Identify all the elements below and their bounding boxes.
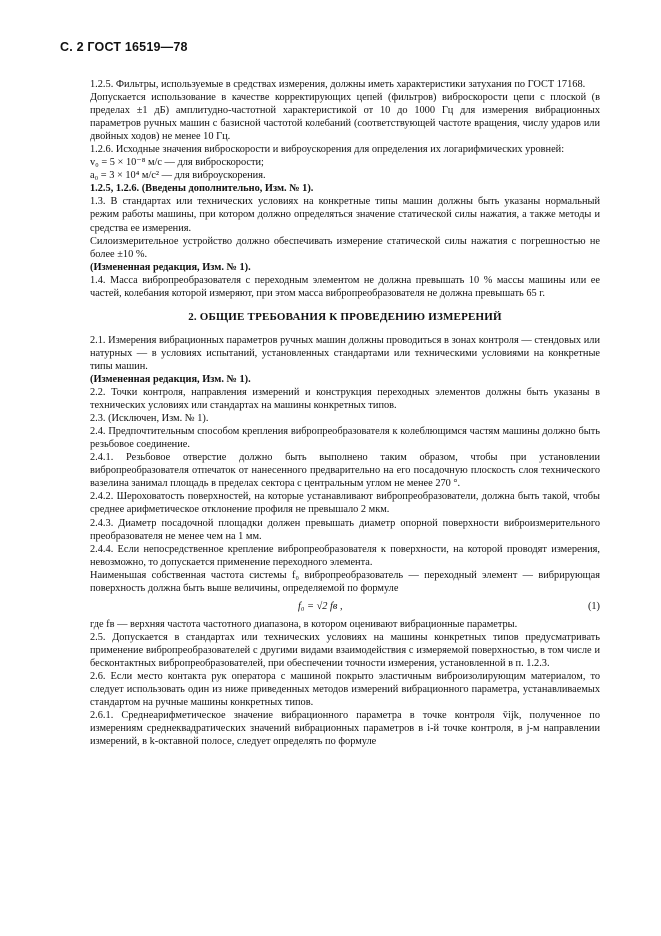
paragraph-2-6: 2.6. Если место контакта рук оператора с машиной покрыто эластичным виброизолирующим материалом, то следует использовать один из ниже приведенных методов измерений вибрационного параметра, устанавливаемых стандартом на ручные машины конкретных типов. [90, 670, 600, 709]
paragraph-2-2: 2.2. Точки контроля, направления измерений и конструкция переходных элементов должны быть указаны в технических условиях или стандартах на машины конкретных типов. [90, 387, 600, 412]
paragraph-2-4: 2.4. Предпочтительным способом крепления вибропреобразователя к колеблющимся частям машины должно быть резьбовое соединение. [90, 426, 600, 451]
paragraph-filters: Допускается использование в качестве корректирующих цепей (фильтров) виброскорости цепи с плоской (в пределах ±1 дБ) амплитудно-частотной характеристикой от 10 до 1000 Гц для измерения вибрационных параметров ручных машин с базисной частотой колебаний (соответствующей частоте вращения, числу ударов или двойных ходов) не менее 10 Гц. [90, 92, 600, 143]
paragraph-1-3: 1.3. В стандартах или технических условиях на конкретные типы машин должны быть указаны нормальный режим работы машины, при котором должно определяться значение статической силы нажатия, а также методы и средства ее измерения. [90, 196, 600, 234]
formula-expression: f₀ = √2 fв , [298, 600, 343, 612]
amendment-note-3: (Измененная редакция, Изм. № 1). [90, 373, 251, 385]
formula-1 [90, 598, 600, 616]
paragraph-1-2-5: 1.2.5. Фильтры, используемые в средствах измерения, должны иметь характеристики затухания по ГОСТ 17168. [90, 79, 586, 90]
formula-v0: v₀ = 5 × 10⁻⁸ м/с — для виброскорости; [90, 157, 264, 169]
paragraph-2-4-3: 2.4.3. Диаметр посадочной площадки должен превышать диаметр опорной поверхности виброизмерительного преобразователя не менее чем на 1 мм. [90, 517, 600, 542]
document-body [90, 78, 600, 748]
paragraph-natural-frequency: Наименьшая собственная частота системы f₀ вибропреобразователь — переходный элемент — вибрирующая поверхность должна быть выше величины, определяемой по формуле [90, 569, 600, 594]
paragraph-2-4-4: 2.4.4. Если непосредственное крепление вибропреобразователя к поверхности, на которой проводят измерения, невозможно, то допускается применение переходного элемента. [90, 543, 600, 568]
paragraph-1-4: 1.4. Масса вибропреобразователя с переходным элементом не должна превышать 10 % массы машины или ее частей, колебания которой измеряют, при этом масса вибропреобразователя не должна превышать 65 г. [90, 274, 600, 299]
amendment-note-2: (Измененная редакция, Изм. № 1). [90, 261, 251, 273]
paragraph-1-2-6: 1.2.6. Исходные значения виброскорости и виброускорения для определения их логарифмических уровней: [90, 144, 565, 156]
paragraph-2-3: 2.3. (Исключен, Изм. № 1). [90, 413, 209, 425]
paragraph-2-6-1: 2.6.1. Среднеарифметическое значение вибрационного параметра в точке контроля v̄ijk, полученное по измерениям среднеквадратических значений вибрационных параметров в i-й точке контроля, в j-м направлении измерений, в k-октавной полосе, следует определять по формуле [90, 710, 600, 748]
paragraph-2-4-2: 2.4.2. Шероховатость поверхностей, на которые устанавливают вибропреобразователи, должна быть такой, чтобы среднее арифметическое отклонение профиля не превышало 2 мкм. [90, 491, 600, 516]
formula-a0: a₀ = 3 × 10⁴ м/с² — для виброускорения. [90, 170, 266, 182]
paragraph-where-fv: где fв — верхняя частота частотного диапазона, в котором оценивают вибрационные параметры. [90, 618, 518, 630]
paragraph-2-1: 2.1. Измерения вибрационных параметров ручных машин должны проводиться в зонах контроля — стендовых или натурных — в условиях испытаний, установленных стандартами или техническими условиями на конкретные типы машин. [90, 334, 600, 372]
paragraph-2-5: 2.5. Допускается в стандартах или технических условиях на машины конкретных типов предусматривать применение вибропреобразователей с другими видами взаимодействия с измеряемой поверхностью, в том числе и бесконтактных вибропреобразователей, при обеспечении точности измерения, установленной в п. 1.2.3. [90, 631, 600, 669]
page-header: С. 2 ГОСТ 16519—78 [60, 40, 188, 54]
section-2-title: 2. ОБЩИЕ ТРЕБОВАНИЯ К ПРОВЕДЕНИЮ ИЗМЕРЕНИЙ [188, 310, 502, 323]
amendment-note-1: 1.2.5, 1.2.6. (Введены дополнительно, Изм. № 1). [90, 183, 314, 195]
formula-number: (1) [587, 600, 600, 612]
paragraph-2-4-1: 2.4.1. Резьбовое отверстие должно быть выполнено таким образом, чтобы при установлении вибропреобразователя отпечаток от нанесенного предварительно на его посадочную плоскость слоя технического вазелина занимал площадь в пределах сектора с центральным углом не менее 270 °. [90, 452, 600, 490]
paragraph-force-device: Силоизмерительное устройство должно обеспечивать измерение статической силы нажатия с погрешностью не более ±10 %. [90, 235, 600, 260]
